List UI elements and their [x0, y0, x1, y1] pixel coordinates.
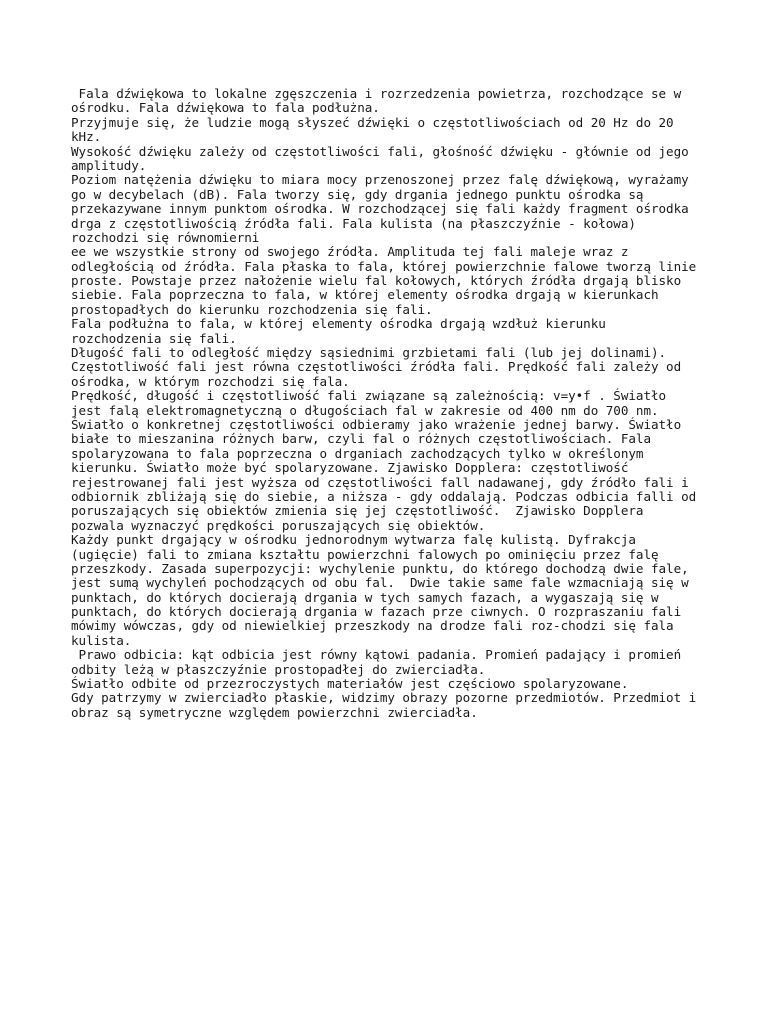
text-line: przekazywane innym punktom ośrodka. W rozchodzącej się fali każdy fragment ośrodka	[71, 201, 689, 217]
text-line: Gdy patrzymy w zwierciadło płaskie, widzimy obrazy pozorne przedmiotów. Przedmiot i	[71, 690, 697, 706]
text-line: prostopadłych do kierunku rozchodzenia się fali.	[71, 301, 433, 317]
text-line: pozwala wyznaczyć prędkości poruszających się obiektów.	[71, 517, 486, 533]
text-line: spolaryzowana to fala poprzeczna o drganiach zachodzących tylko w określonym	[71, 445, 644, 461]
text-line: ośrodka, w którym rozchodzi się fala.	[71, 373, 350, 389]
text-line: Światło o konkretnej częstotliwości odbieramy jako wrażenie jednej barwy. Światło	[71, 416, 682, 432]
text-line: odbiornik zbliżają się do siebie, a niższa - gdy oddalają. Podczas odbicia falli od	[71, 488, 697, 504]
text-line: proste. Powstaje przez nałożenie wielu fal kołowych, których źródła drgają blisko	[71, 273, 682, 289]
text-line: Przyjmuje się, że ludzie mogą słyszeć dźwięki o częstotliwościach od 20 Hz do 20	[71, 114, 674, 130]
text-line: jest sumą wychyleń pochodzących od obu fal. Dwie takie same fale wzmacniają się w	[71, 575, 689, 591]
text-line: punktach, do których docierają drgania w fazach prze ciwnych. O rozpraszaniu fali	[71, 604, 682, 620]
text-line: Prędkość, długość i częstotliwość fali związane są zależnością: v=y•f . Światło	[71, 388, 667, 404]
text-line: kulista.	[71, 632, 132, 648]
text-line: Fala podłużna to fala, w której elementy ośrodka drgają wzdłuż kierunku	[71, 316, 606, 332]
document-body	[71, 87, 701, 720]
text-line: siebie. Fala poprzeczna to fala, w której elementy ośrodka drgają w kierunkach	[71, 287, 659, 303]
text-line: Częstotliwość fali jest równa częstotliwości źródła fali. Prędkość fali zależy od	[71, 359, 682, 375]
text-line: go w decybelach (dB). Fala tworzy się, gdy drgania jednego punktu ośrodka są	[71, 186, 644, 202]
text-line: białe to mieszanina różnych barw, czyli fal o różnych częstotliwościach. Fala	[71, 431, 651, 447]
text-line: drga z częstotliwością źródła fali. Fala kulista (na płaszczyźnie - kołowa)	[71, 215, 636, 231]
text-line: rejestrowanej fali jest wyższa od częstotliwości fall nadawanej, gdy źródło fali i	[71, 474, 689, 490]
text-line: ośrodku. Fala dźwiękowa to fala podłużna.	[71, 100, 380, 116]
text-line: odbity leżą w płaszczyźnie prostopadłej do zwierciadła.	[71, 661, 486, 677]
text-line: jest falą elektromagnetyczną o długościach fal w zakresie od 400 nm do 700 nm.	[71, 402, 659, 418]
text-line: Długość fali to odległość między sąsiednimi grzbietami fali (lub jej dolinami).	[71, 345, 667, 361]
text-line: Każdy punkt drgający w ośrodku jednorodnym wytwarza falę kulistą. Dyfrakcja	[71, 532, 636, 548]
text-line: Fala dźwiękowa to lokalne zgęszczenia i rozrzedzenia powietrza, rozchodzące se w	[71, 86, 682, 101]
text-line: obraz są symetryczne względem powierzchni zwierciadła.	[71, 704, 478, 720]
text-line: odległością od źródła. Fala płaska to fala, której powierzchnie falowe tworzą linie	[71, 258, 697, 274]
text-line: mówimy wówczas, gdy od niewielkiej przeszkody na drodze fali roz-chodzi się fala	[71, 618, 674, 634]
text-line: poruszających się obiektów zmienia się jej częstotliwość. Zjawisko Dopplera	[71, 503, 644, 519]
text-line: Prawo odbicia: kąt odbicia jest równy kątowi padania. Promień padający i promień	[71, 647, 682, 663]
text-line: punktach, do których docierają drgania w tych samych fazach, a wygaszają się w	[71, 589, 659, 605]
text-line: rozchodzenia się fali.	[71, 330, 237, 346]
text-line: rozchodzi się równomierni	[71, 229, 260, 245]
text-line: Wysokość dźwięku zależy od częstotliwości fali, głośność dźwięku - głównie od jego	[71, 143, 689, 159]
text-line: przeszkody. Zasada superpozycji: wychylenie punktu, do którego dochodzą dwie fale,	[71, 560, 689, 576]
text-line: amplitudy.	[71, 157, 147, 173]
text-line: (ugięcie) fali to zmiana kształtu powierzchni falowych po ominięciu przez falę	[71, 546, 659, 562]
text-line: kHz.	[71, 129, 102, 145]
text-line: Poziom natężenia dźwięku to miara mocy przenoszonej przez falę dźwiękową, wyrażamy	[71, 172, 689, 188]
text-line: Światło odbite od przezroczystych materiałów jest częściowo spolaryzowane.	[71, 676, 629, 692]
text-line: ee we wszystkie strony od swojego źródła. Amplituda tej fali maleje wraz z	[71, 244, 629, 260]
text-line: kierunku. Światło może być spolaryzowane. Zjawisko Dopplera: częstotliwość	[71, 460, 629, 476]
